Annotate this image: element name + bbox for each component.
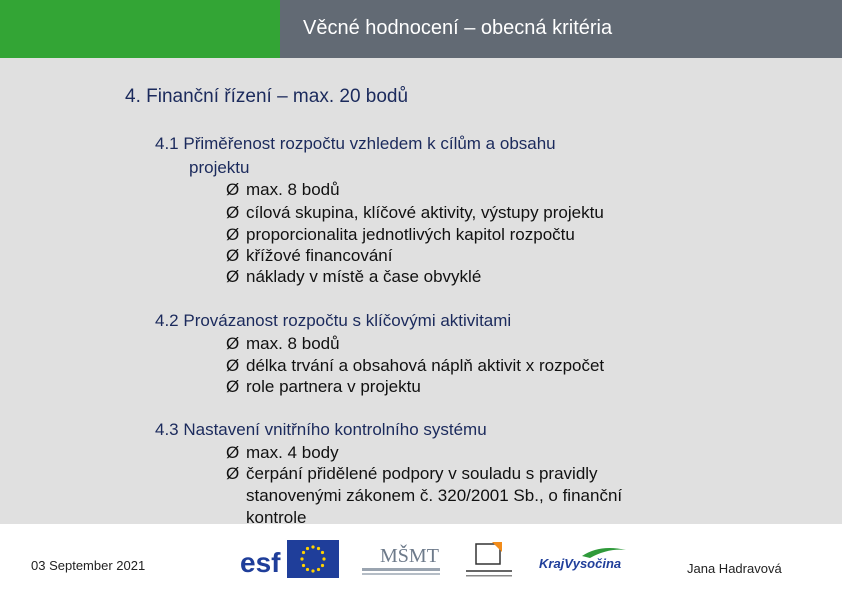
footer-date: 03 September 2021 bbox=[31, 558, 146, 573]
section-title: 4. Finanční řízení – max. 20 bodů bbox=[125, 86, 409, 107]
list-item: Ø čerpání přidělené podpory v souladu s pravidly bbox=[226, 464, 598, 483]
arrow-bullet-icon: Ø bbox=[226, 180, 240, 199]
list-item-continuation: kontrole bbox=[246, 508, 307, 527]
list-item: Ø max. 4 body bbox=[226, 443, 339, 462]
list-item-continuation: stanovenými zákonem č. 320/2001 Sb., o finanční bbox=[246, 486, 623, 505]
list-item: Ø max. 8 bodů bbox=[226, 180, 340, 199]
arrow-bullet-icon: Ø bbox=[226, 356, 240, 375]
svg-text:esf: esf bbox=[240, 547, 281, 578]
svg-text:MŠMT: MŠMT bbox=[380, 545, 439, 567]
list-item: Ø role partnera v projektu bbox=[226, 377, 421, 396]
list-item: Ø cílová skupina, klíčové aktivity, výstupy projektu bbox=[226, 203, 604, 222]
arrow-bullet-icon: Ø bbox=[226, 443, 240, 462]
list-item: Ø max. 8 bodů bbox=[226, 334, 340, 353]
eu-flag-logo bbox=[287, 540, 339, 578]
header-accent-block bbox=[0, 0, 280, 58]
content-panel bbox=[0, 58, 842, 524]
op-program-logo bbox=[462, 538, 516, 580]
slide-title: Věcné hodnocení – obecná kritéria bbox=[303, 17, 613, 39]
subsection-4-1-title-cont: projektu bbox=[189, 158, 250, 177]
subsection-4-3-title: 4.3 Nastavení vnitřního kontrolního systému bbox=[155, 420, 487, 439]
arrow-bullet-icon: Ø bbox=[226, 203, 240, 222]
msmt-logo bbox=[360, 538, 442, 580]
footer-author: Jana Hadravová bbox=[687, 561, 782, 576]
list-item: Ø křížové financování bbox=[226, 246, 393, 265]
svg-text:KrajVysočina: KrajVysočina bbox=[539, 556, 622, 571]
arrow-bullet-icon: Ø bbox=[226, 334, 240, 353]
arrow-bullet-icon: Ø bbox=[226, 246, 240, 265]
arrow-bullet-icon: Ø bbox=[226, 267, 240, 286]
subsection-4-1-title: 4.1 Přiměřenost rozpočtu vzhledem k cílům a obsahu bbox=[155, 134, 556, 153]
arrow-bullet-icon: Ø bbox=[226, 464, 240, 483]
subsection-4-2-title: 4.2 Provázanost rozpočtu s klíčovými aktivitami bbox=[155, 311, 512, 330]
arrow-bullet-icon: Ø bbox=[226, 225, 240, 244]
arrow-bullet-icon: Ø bbox=[226, 377, 240, 396]
esf-logo bbox=[238, 540, 284, 578]
list-item: Ø proporcionalita jednotlivých kapitol rozpočtu bbox=[226, 225, 575, 244]
kraj-vysocina-logo bbox=[538, 542, 630, 576]
list-item: Ø délka trvání a obsahová náplň aktivit x rozpočet bbox=[226, 356, 605, 375]
list-item: Ø náklady v místě a čase obvyklé bbox=[226, 267, 482, 286]
